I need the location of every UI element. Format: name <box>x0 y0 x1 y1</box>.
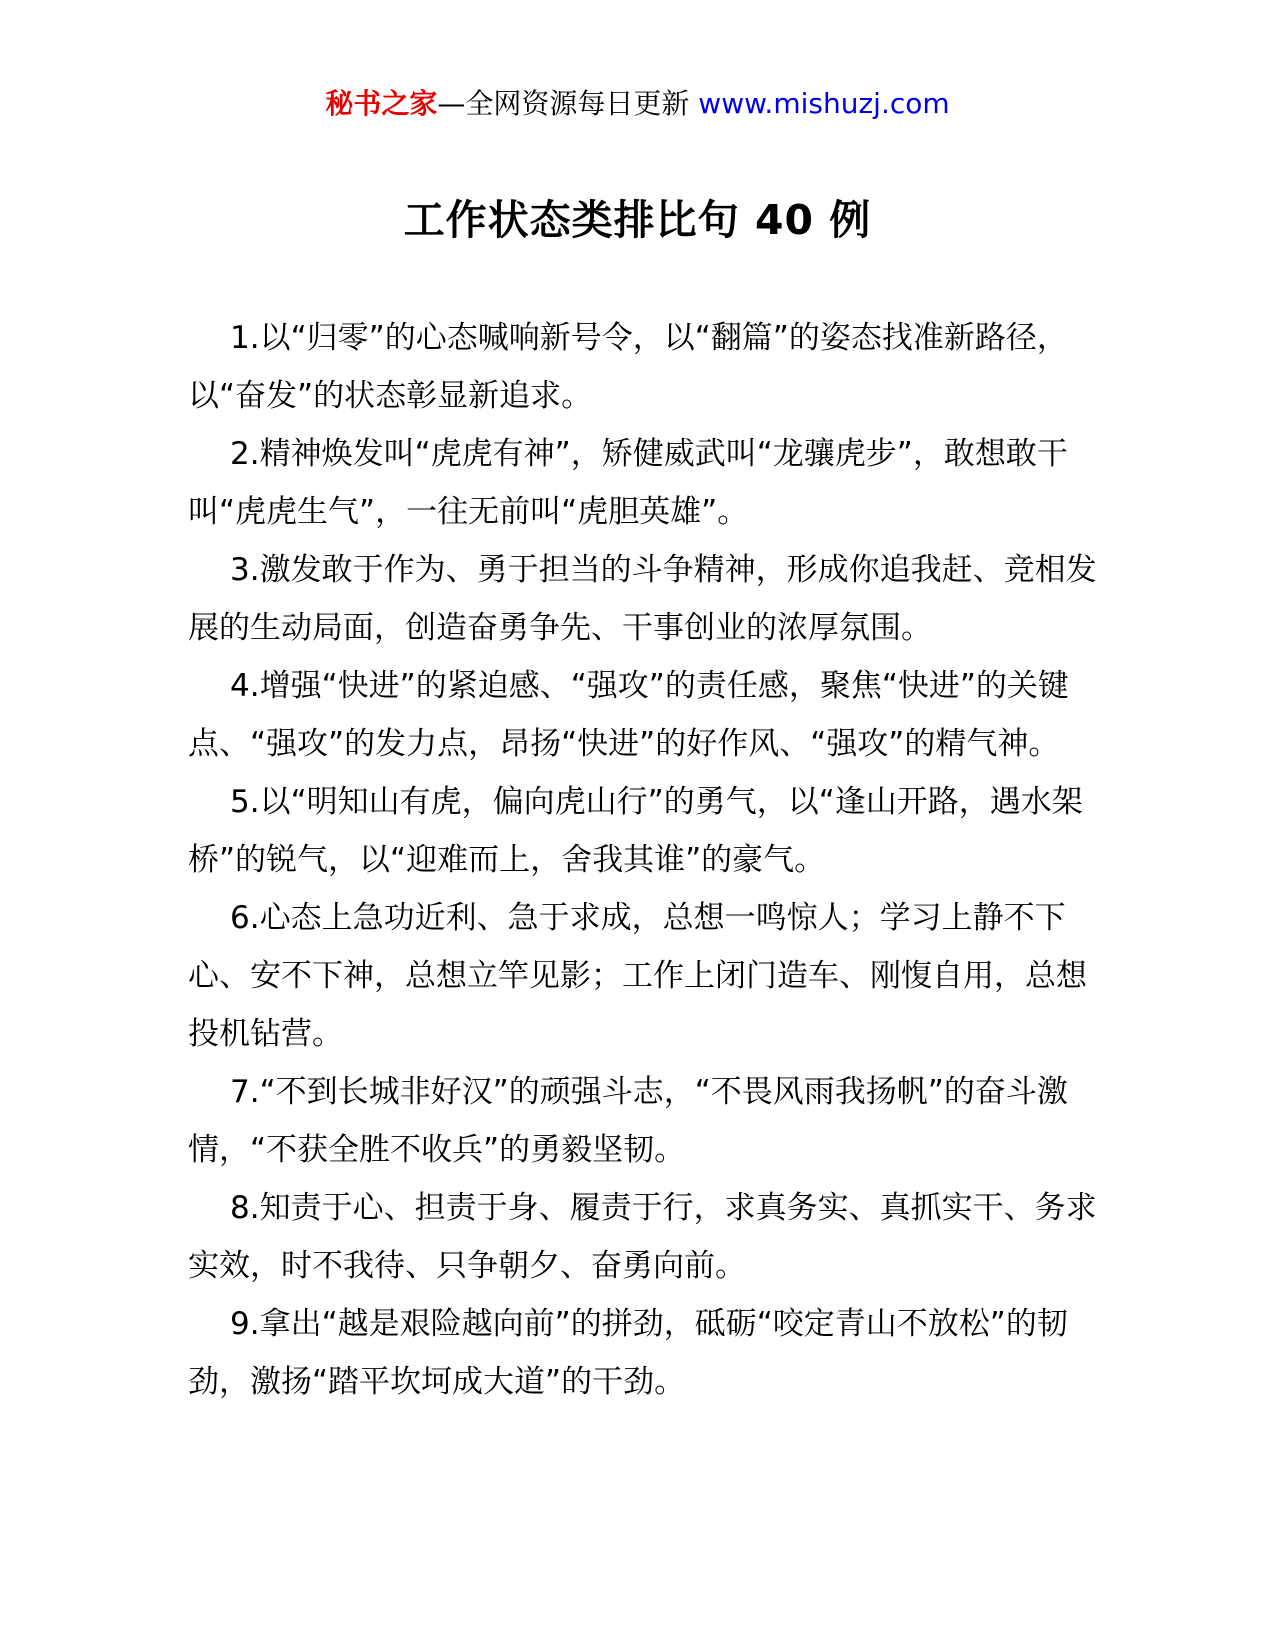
paragraph-5: 5.以“明知山有虎，偏向虎山行”的勇气，以“逢山开路，遇水架桥”的锐气，以“迎难而上，舍我其谁”的豪气。 <box>188 784 1083 878</box>
brand-name: 秘书之家 <box>325 87 438 120</box>
site-url-link[interactable]: www.mishuzj.com <box>698 87 950 120</box>
paragraph-6: 6.心态上急功近利、急于求成，总想一鸣惊人；学习上静不下心、安不下神，总想立竿见影；工作上闭门造车、刚愎自用，总想投机钻营。 <box>188 900 1087 1052</box>
document-title: 工作状态类排比句 40 例 <box>403 196 872 244</box>
paragraph-1: 1.以“归零”的心态喊响新号令，以“翻篇”的姿态找准新路径，以“奋发”的状态彰显新追求。 <box>188 320 1068 414</box>
paragraph-2: 2.精神焕发叫“虎虎有神”，矫健威武叫“龙骧虎步”，敢想敢干叫“虎虎生气”，一往无前叫“虎胆英雄”。 <box>188 436 1068 530</box>
page-header <box>0 84 1275 124</box>
paragraph-9: 9.拿出“越是艰险越向前”的拼劲，砥砺“咬定青山不放松”的韧劲，激扬“踏平坎坷成大道”的干劲。 <box>188 1306 1068 1400</box>
header-tagline: —全网资源每日更新 <box>437 87 690 120</box>
paragraph-7: 7.“不到长城非好汉”的顽强斗志，“不畏风雨我扬帆”的奋斗激情，“不获全胜不收兵”的勇毅坚韧。 <box>188 1074 1068 1168</box>
paragraph-8: 8.知责于心、担责于身、履责于行，求真务实、真抓实干、务求实效，时不我待、只争朝夕、奋勇向前。 <box>188 1190 1097 1284</box>
document-body <box>188 309 1098 1411</box>
paragraph-4: 4.增强“快进”的紧迫感、“强攻”的责任感，聚焦“快进”的关键点、“强攻”的发力点，昂扬“快进”的好作风、“强攻”的精气神。 <box>188 668 1069 762</box>
paragraph-3: 3.激发敢于作为、勇于担当的斗争精神，形成你追我赶、竞相发展的生动局面，创造奋勇争先、干事创业的浓厚氛围。 <box>188 552 1097 646</box>
